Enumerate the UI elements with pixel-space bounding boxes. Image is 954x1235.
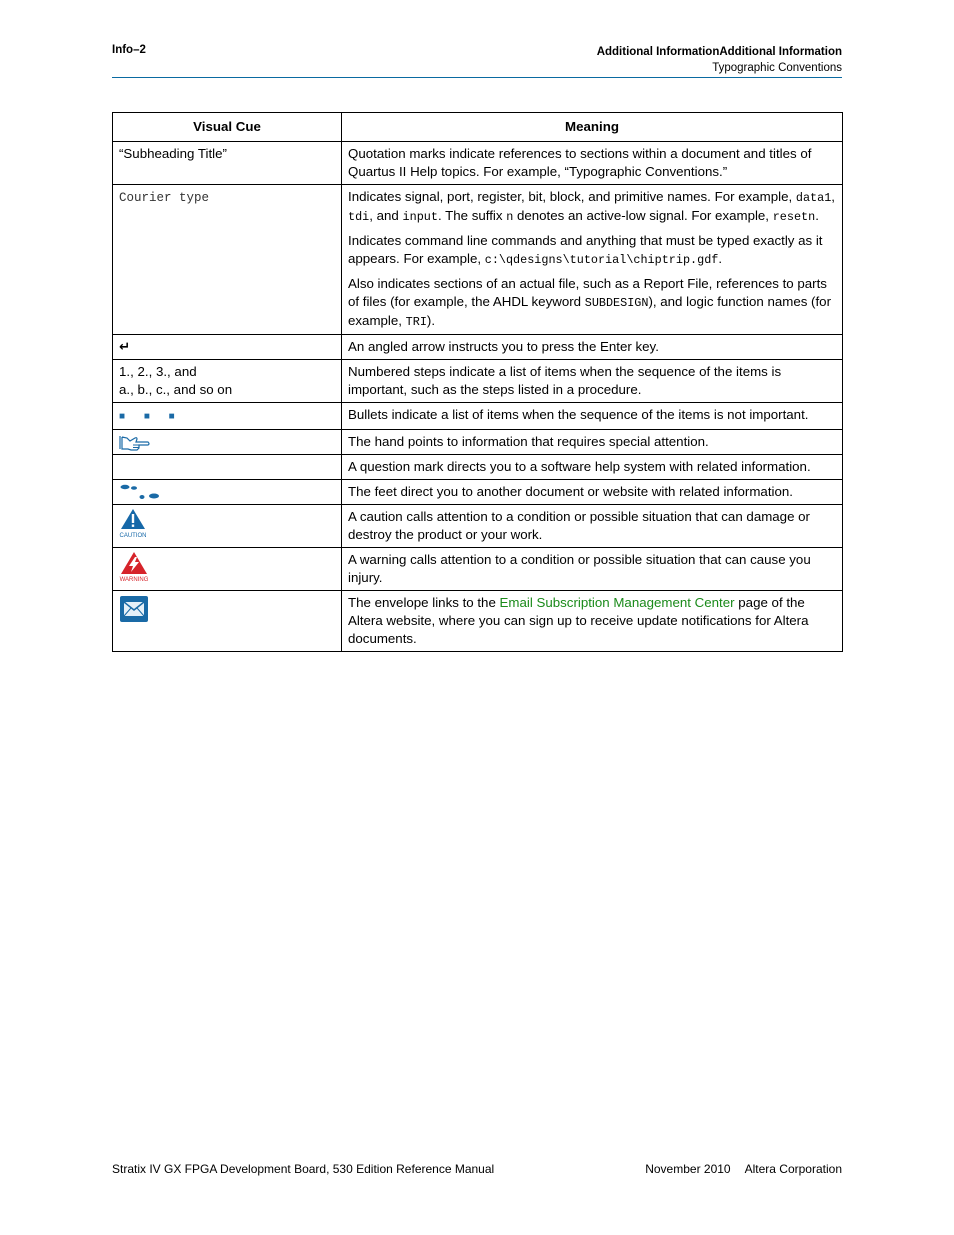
cue-cell [113,430,342,455]
text: , and [369,208,403,223]
section-title: Typographic Conventions [712,62,842,74]
table-row [113,480,843,505]
running-header [597,44,842,76]
table-header-row [113,113,843,142]
meaning-cell: An angled arrow instructs you to press the Enter key. [342,335,843,360]
table-row [113,430,843,455]
caution-icon-label: CAUTION [119,533,147,539]
meaning-cell: Bullets indicate a list of items when the sequence of the items is not important. [342,403,843,430]
meaning-cell: Quotation marks indicate references to sections within a document and titles of Quartus II Help topics. For example, “Typographic Conventions.” [342,142,843,185]
text: page of the Altera website, where you can sign up to receive update notifications for Altera documents. [348,595,809,646]
paragraph [348,188,836,226]
cue-cell [113,185,342,335]
code-sample: SUBDESIGN [584,296,649,310]
cue-cell [113,591,342,652]
text: Indicates command line commands and anything that must be typed exactly as it appears. For example, [348,233,823,266]
footprints-icon [119,483,163,501]
code-sample: data1 [795,191,832,205]
header-rule [112,77,842,78]
typographic-conventions-table [112,112,843,652]
envelope-icon[interactable] [119,595,149,623]
footer-right [645,1162,842,1176]
meaning-cell: A question mark directs you to a software help system with related information. [342,455,843,480]
enter-arrow-icon: ↵ [119,339,131,354]
table-row [113,142,843,185]
warning-icon [119,550,153,582]
table-row [113,548,843,591]
text: Indicates signal, port, register, bit, block, and primitive names. For example, [348,189,796,204]
code-sample: c:\qdesigns\tutorial\chiptrip.gdf [484,253,719,267]
meaning-cell: Numbered steps indicate a list of items when the sequence of the items is important, such as the steps listed in a procedure. [342,360,843,403]
cue-cell [113,505,342,548]
lettered-cue-line: a., b., c., and so on [119,382,233,397]
meaning-cell [342,591,843,652]
cue-cell [113,360,342,403]
cue-cell [113,335,342,360]
numbered-cue-line: 1., 2., 3., and [119,364,197,379]
text: denotes an active-low signal. For example, [513,208,773,223]
cue-cell [113,403,342,430]
cue-cell [113,548,342,591]
text: Also indicates sections of an actual file, such as a Report File, references to parts of files (for example, the AHDL keyword [348,276,827,309]
text: The envelope links to the [348,595,500,610]
text: . [718,251,723,266]
code-sample: input [402,210,438,224]
page-number: Info–2 [112,44,146,56]
email-subscription-link[interactable]: Email Subscription Management Center [499,595,735,610]
paragraph [348,275,836,331]
warning-icon-label: WARNING [119,577,149,582]
cue-cell [113,455,342,480]
meaning-cell: The hand points to information that requires special attention. [342,430,843,455]
text: ). [426,313,436,328]
text: ), and logic function names (for example, [348,294,832,328]
text: . [815,208,819,223]
footer-manual-title: Stratix IV GX FPGA Development Board, 530 Edition Reference Manual [112,1162,495,1176]
column-header-meaning: Meaning [342,113,843,142]
text: , [831,189,835,204]
table-row [113,335,843,360]
column-header-visual-cue: Visual Cue [113,113,342,142]
meaning-cell: The feet direct you to another document or website with related information. [342,480,843,505]
cue-cell [113,480,342,505]
code-sample: n [506,210,514,224]
table-row [113,455,843,480]
code-sample: resetn [772,210,816,224]
bullet-squares-icon: ■ ■ ■ [119,411,183,422]
table-row [113,591,843,652]
cue-cell: “Subheading Title” [113,142,342,185]
table-row [113,360,843,403]
hand-pointing-icon [119,433,151,451]
meaning-cell [342,185,843,335]
meaning-cell: A caution calls attention to a condition or possible situation that can damage or destroy the product or your work. [342,505,843,548]
courier-type-sample: Courier type [119,191,210,205]
table-row [113,185,843,335]
caution-icon [119,507,151,539]
text: . The suffix [437,208,507,223]
table-row [113,403,843,430]
table-row [113,505,843,548]
footer-date: November 2010 [645,1162,731,1176]
code-sample: tdi [348,210,370,224]
chapter-title: Additional InformationAdditional Information [596,46,842,58]
footer-company: Altera Corporation [744,1162,842,1176]
meaning-cell: A warning calls attention to a condition or possible situation that can cause you injury. [342,548,843,591]
code-sample: TRI [405,315,427,329]
paragraph [348,232,836,269]
